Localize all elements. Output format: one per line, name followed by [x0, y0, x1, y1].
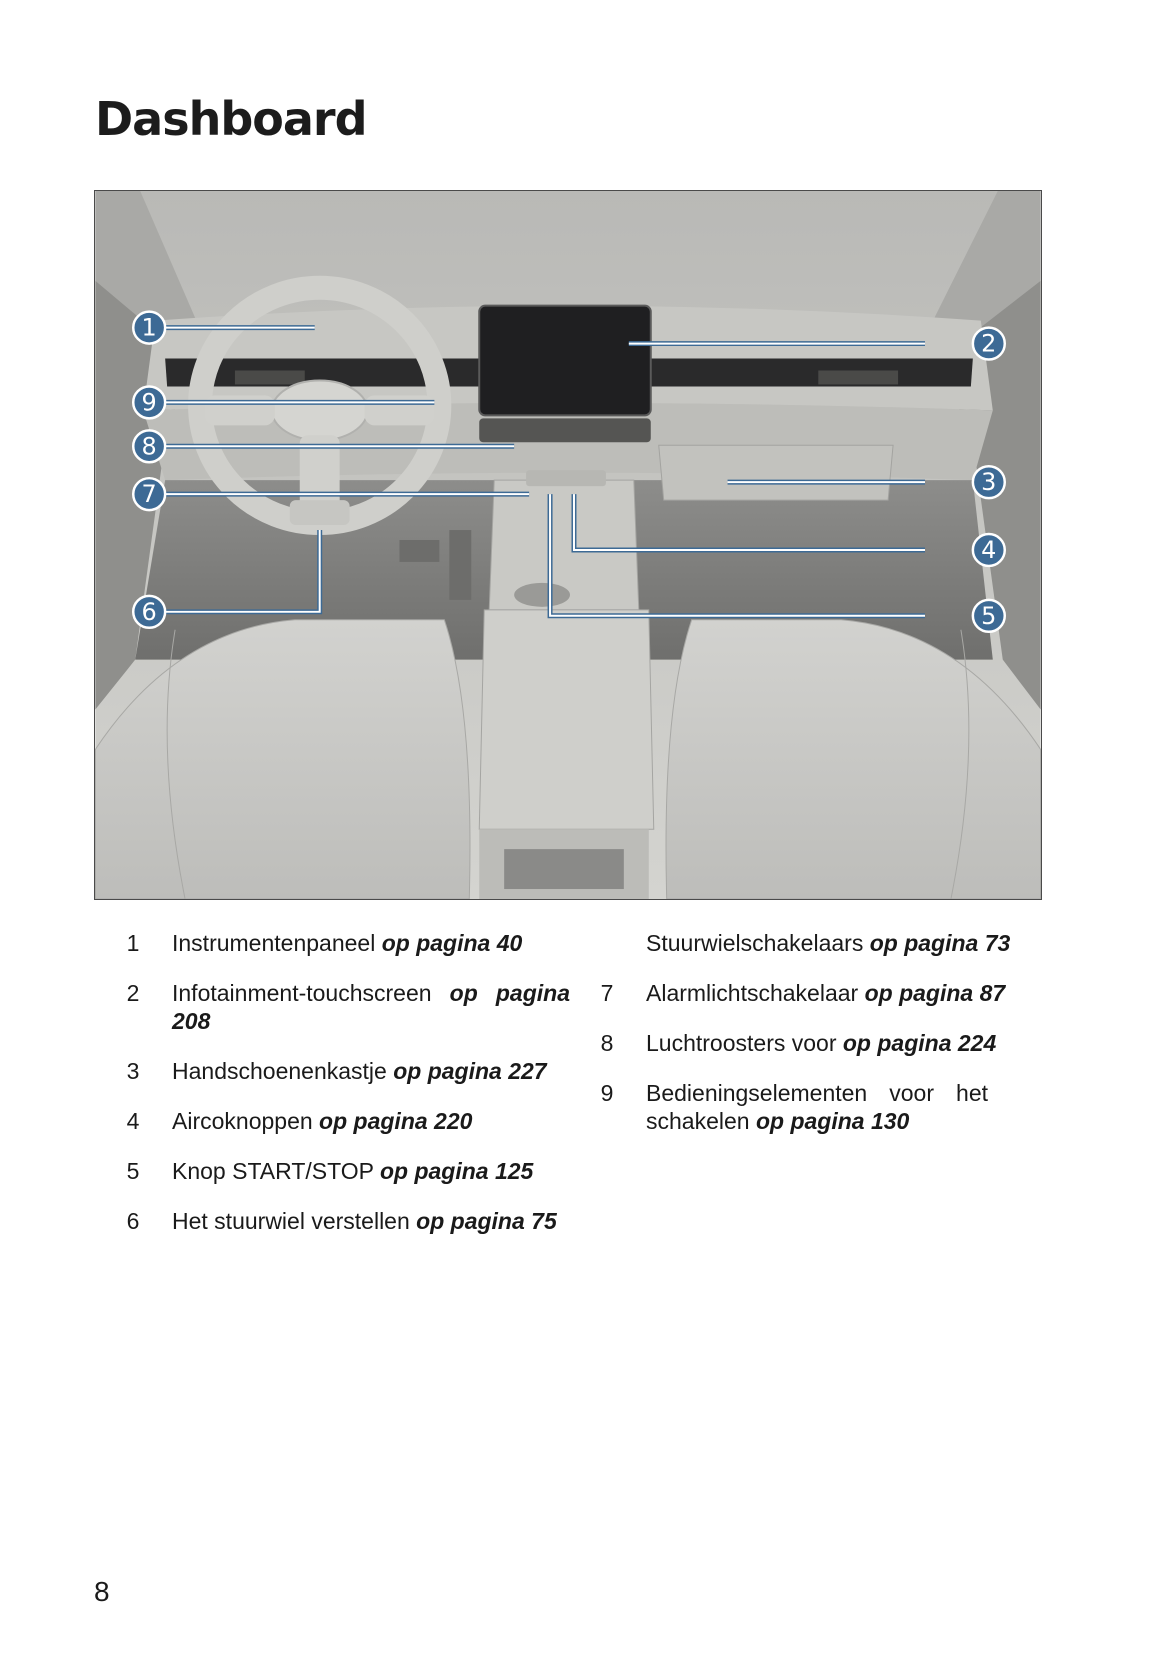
console-buttons	[526, 470, 606, 486]
callout-6	[133, 596, 165, 628]
legend-text: Bedieningselementen voor het schakelen op pagina 130	[646, 1080, 988, 1134]
legend-text: Luchtroosters voor op pagina 224	[646, 1030, 997, 1056]
glovebox	[659, 445, 893, 500]
legend-number: 9	[600, 1080, 614, 1106]
legend-text: Instrumentenpaneel op pagina 40	[172, 930, 523, 956]
svg-text:7: 7	[141, 480, 157, 509]
accelerator-pedal	[449, 530, 471, 600]
center-vent	[479, 418, 651, 442]
callout-4	[973, 534, 1005, 566]
legend-number: 5	[126, 1158, 140, 1184]
legend-text: Aircoknoppen op pagina 220	[172, 1108, 473, 1134]
callout-3	[973, 466, 1005, 498]
page-reference[interactable]: op pagina 75	[416, 1208, 557, 1234]
svg-text:9: 9	[141, 388, 157, 417]
steering-spoke-left	[205, 395, 275, 425]
steering-hub	[272, 380, 368, 440]
dashboard-illustration	[94, 190, 1042, 900]
callout-1	[133, 312, 165, 344]
rear-vent	[504, 849, 624, 889]
svg-text:8: 8	[141, 432, 157, 461]
legend-number: 4	[126, 1108, 140, 1134]
page-reference[interactable]: op pagina 125	[379, 1158, 534, 1184]
page-reference[interactable]: op pagina 87	[864, 980, 1006, 1006]
page-reference[interactable]: op pagina 40	[381, 930, 523, 956]
legend-number: 1	[126, 930, 140, 956]
svg-text:1: 1	[141, 313, 157, 342]
svg-text:4: 4	[981, 535, 997, 564]
legend-text: Infotainment-touchscreen op pagina 208	[172, 980, 570, 1034]
page-reference[interactable]: op pagina 220	[319, 1108, 473, 1134]
legend-number: 2	[126, 980, 140, 1006]
legend-number: 8	[600, 1030, 614, 1056]
page-reference[interactable]: op pagina 73	[869, 930, 1011, 956]
callout-5	[973, 600, 1005, 632]
infotainment-screen	[479, 306, 651, 416]
steering-spoke-right	[365, 395, 435, 425]
legend-text: Alarmlichtschakelaar op pagina 87	[646, 980, 1006, 1006]
svg-text:5: 5	[981, 601, 997, 630]
legend-text: Handschoenenkastje op pagina 227	[172, 1058, 547, 1084]
legend-number: 6	[126, 1208, 140, 1234]
callout-8	[133, 430, 165, 462]
page-reference[interactable]: op pagina 208	[172, 980, 570, 1034]
legend-number: 3	[126, 1058, 140, 1084]
cupholder	[514, 583, 570, 607]
callout-9	[133, 386, 165, 418]
page-number: 8	[94, 1576, 110, 1607]
svg-text:6: 6	[141, 597, 157, 626]
legend-text: Het stuurwiel verstellen op pagina 75	[172, 1208, 557, 1234]
right-vent	[818, 370, 898, 384]
page-reference[interactable]: op pagina 130	[755, 1108, 910, 1134]
svg-text:3: 3	[981, 468, 997, 497]
page-reference[interactable]: op pagina 224	[842, 1030, 997, 1056]
page-title: Dashboard	[95, 92, 367, 146]
callout-2	[973, 328, 1005, 360]
legend-text: Stuurwielschakelaars op pagina 73	[646, 930, 1011, 956]
legend-text: Knop START/STOP op pagina 125	[172, 1158, 534, 1184]
callout-7	[133, 478, 165, 510]
brake-pedal	[399, 540, 439, 562]
page-reference[interactable]: op pagina 227	[393, 1058, 547, 1084]
svg-text:2: 2	[981, 329, 997, 358]
steering-column	[290, 500, 350, 525]
legend-number: 7	[600, 980, 614, 1006]
left-vent	[235, 370, 305, 384]
armrest	[479, 610, 654, 829]
